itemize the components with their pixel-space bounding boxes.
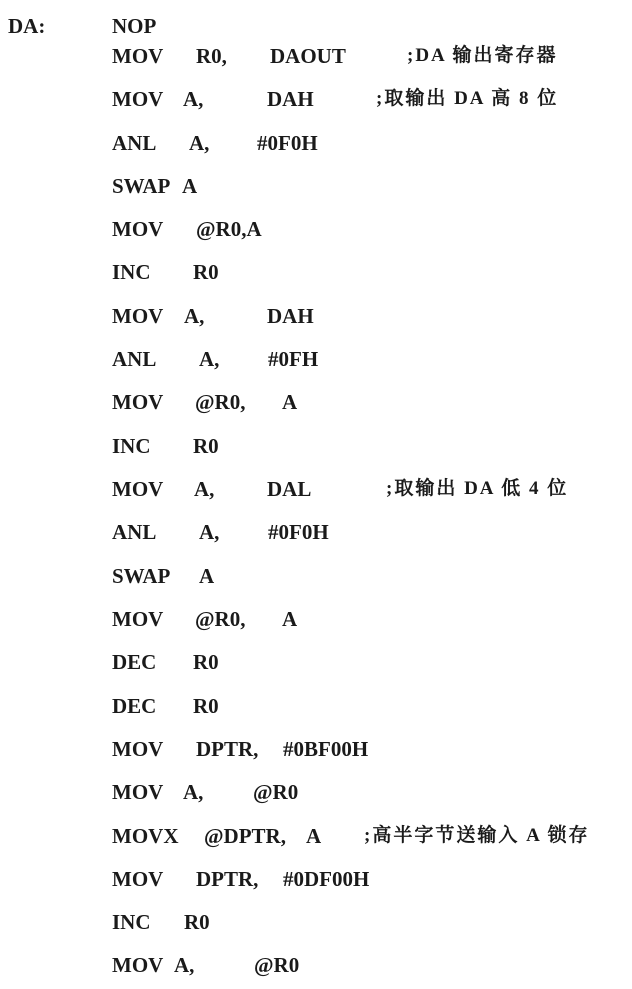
code-line [0, 296, 632, 336]
operand: A, [183, 780, 204, 804]
opcode: MOV [112, 44, 164, 68]
code-line [0, 209, 632, 249]
code-line [0, 816, 632, 856]
operand: DAH [267, 87, 314, 111]
opcode: NOP [112, 14, 157, 38]
opcode: INC [112, 260, 151, 284]
opcode: INC [112, 910, 151, 934]
opcode: SWAP [112, 564, 171, 588]
operand: DAOUT [270, 44, 346, 68]
comment: ;取输出 DA 高 8 位 [376, 88, 559, 109]
operand: @R0, [195, 607, 246, 631]
opcode: MOV [112, 477, 164, 501]
operand: DAH [267, 304, 314, 328]
code-line [0, 79, 632, 119]
opcode: ANL [112, 520, 157, 544]
code-line [0, 599, 632, 639]
operand: DPTR, [196, 867, 259, 891]
operand: A [282, 390, 298, 414]
code-line [0, 859, 632, 899]
code-line [0, 166, 632, 206]
comment: ;DA 输出寄存器 [407, 45, 558, 66]
code-line [0, 339, 632, 379]
operand: R0 [193, 260, 219, 284]
operand: @R0,A [196, 217, 262, 241]
code-line [0, 469, 632, 509]
code-line [0, 642, 632, 682]
opcode: MOV [112, 737, 164, 761]
operand: A, [194, 477, 215, 501]
operand: A, [189, 131, 210, 155]
operand: A, [199, 347, 220, 371]
opcode: ANL [112, 131, 157, 155]
operand: R0 [193, 650, 219, 674]
code-line [0, 945, 632, 985]
operand: A, [174, 953, 195, 977]
operand: @R0, [195, 390, 246, 414]
operand: DAL [267, 477, 312, 501]
operand: R0 [184, 910, 210, 934]
label: DA: [8, 14, 46, 38]
code-line [0, 686, 632, 726]
opcode: MOV [112, 607, 164, 631]
opcode: DEC [112, 694, 157, 718]
code-line [0, 772, 632, 812]
operand: #0DF00H [283, 867, 370, 891]
comment: ;取输出 DA 低 4 位 [386, 478, 569, 499]
operand: @DPTR, [204, 824, 286, 848]
operand: R0, [196, 44, 227, 68]
opcode: MOV [112, 87, 164, 111]
opcode: MOV [112, 304, 164, 328]
opcode: MOV [112, 217, 164, 241]
opcode: MOV [112, 780, 164, 804]
opcode: ANL [112, 347, 157, 371]
operand: A [306, 824, 322, 848]
opcode: MOV [112, 867, 164, 891]
operand: #0FH [268, 347, 319, 371]
opcode: DEC [112, 650, 157, 674]
opcode: INC [112, 434, 151, 458]
code-line [0, 902, 632, 942]
code-line [0, 512, 632, 552]
opcode: MOVX [112, 824, 179, 848]
code-line [0, 382, 632, 422]
opcode: MOV [112, 953, 164, 977]
operand: A, [184, 304, 205, 328]
code-line [0, 426, 632, 466]
code-line [0, 252, 632, 292]
operand: A [199, 564, 215, 588]
operand: A, [183, 87, 204, 111]
comment: ;高半字节送输入 A 锁存 [364, 825, 590, 846]
operand: A [182, 174, 198, 198]
opcode: SWAP [112, 174, 171, 198]
operand: #0F0H [257, 131, 318, 155]
code-line [0, 556, 632, 596]
operand: A, [199, 520, 220, 544]
operand: #0F0H [268, 520, 329, 544]
operand: R0 [193, 694, 219, 718]
code-line [0, 36, 632, 76]
operand: A [282, 607, 298, 631]
opcode: MOV [112, 390, 164, 414]
code-line [0, 123, 632, 163]
code-line [0, 729, 632, 769]
operand: DPTR, [196, 737, 259, 761]
operand: R0 [193, 434, 219, 458]
operand: @R0 [253, 780, 299, 804]
operand: #0BF00H [283, 737, 369, 761]
operand: @R0 [254, 953, 300, 977]
